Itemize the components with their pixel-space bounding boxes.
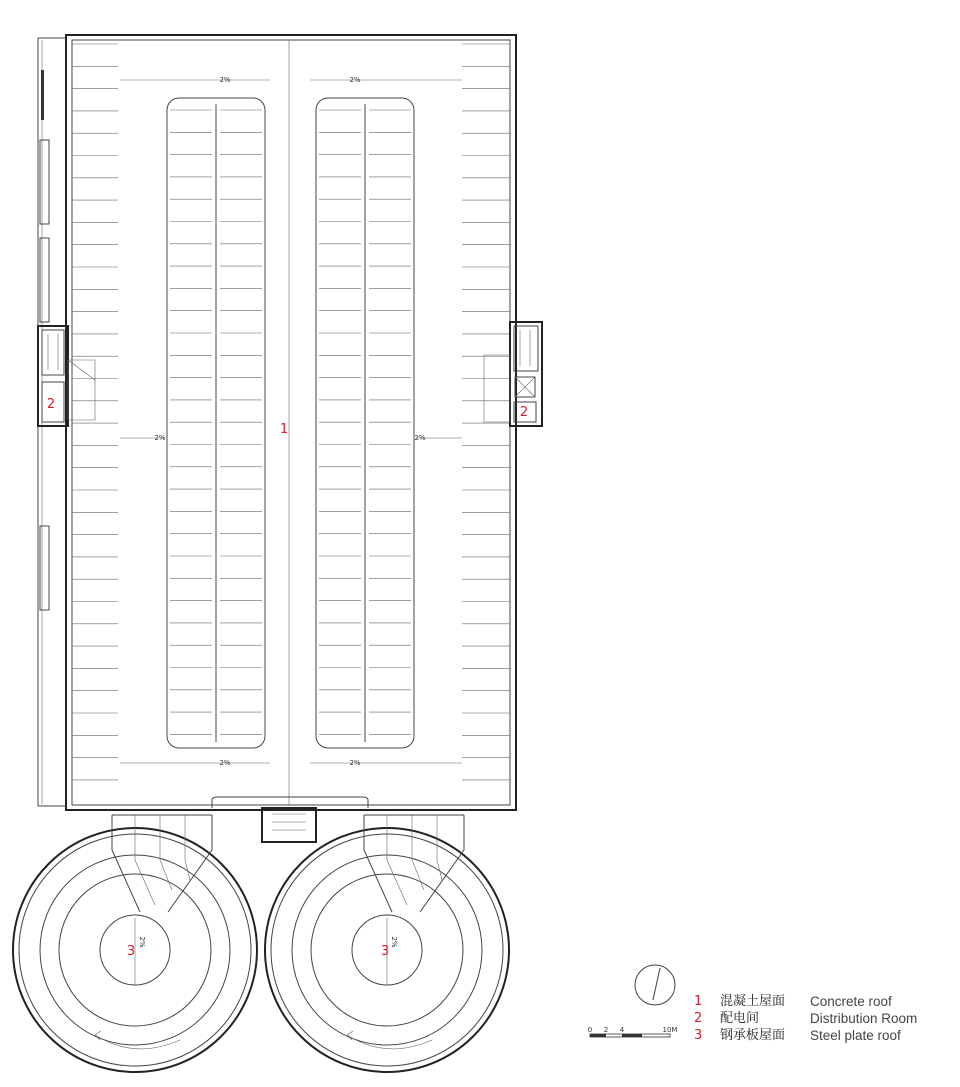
legend bbox=[694, 993, 917, 1044]
ramp-slope-right: 2% bbox=[390, 936, 398, 948]
legend-row bbox=[694, 1027, 917, 1044]
building-outline bbox=[38, 35, 516, 810]
slope-label-mid-left: 2% bbox=[154, 434, 166, 442]
slope-label-bottom-right: 2% bbox=[349, 759, 361, 767]
scale-tick-2: 2 bbox=[603, 1026, 609, 1034]
north-arrow-icon bbox=[635, 965, 675, 1005]
marker-main-roof: 1 bbox=[279, 422, 289, 437]
marker-room-left: 2 bbox=[46, 397, 56, 412]
slope-label-top-left: 2% bbox=[219, 76, 231, 84]
right-stair-core bbox=[484, 322, 542, 426]
slope-arrows bbox=[120, 76, 462, 767]
legend-number: 1 bbox=[694, 994, 703, 1009]
legend-label-en: Distribution Room bbox=[810, 1011, 918, 1026]
legend-number: 2 bbox=[694, 1011, 703, 1026]
legend-label-zh: 混凝土屋面 bbox=[720, 994, 786, 1009]
legend-label-zh: 配电间 bbox=[720, 1011, 760, 1026]
legend-number: 3 bbox=[694, 1028, 703, 1043]
parking-islands bbox=[167, 98, 414, 748]
scale-tick-10: 10M bbox=[662, 1026, 678, 1034]
legend-label-zh: 钢承板屋面 bbox=[720, 1028, 786, 1043]
legend-row bbox=[694, 1010, 917, 1027]
slope-label-top-right: 2% bbox=[349, 76, 361, 84]
parking-stalls bbox=[72, 44, 510, 780]
marker-room-right: 2 bbox=[519, 405, 529, 420]
legend-label-en: Steel plate roof bbox=[810, 1028, 901, 1043]
legend-label-en: Concrete roof bbox=[810, 994, 892, 1009]
legend-row bbox=[694, 993, 917, 1010]
marker-ramp-right: 3 bbox=[380, 944, 390, 959]
left-facade-windows bbox=[40, 70, 49, 610]
slope-label-mid-right: 2% bbox=[414, 434, 426, 442]
scale-bar bbox=[588, 1026, 678, 1037]
slope-label-bottom-left: 2% bbox=[219, 759, 231, 767]
scale-tick-0: 0 bbox=[587, 1026, 593, 1034]
scale-tick-4: 4 bbox=[619, 1026, 625, 1034]
ramp-slope-left: 2% bbox=[138, 936, 146, 948]
marker-ramp-left: 3 bbox=[126, 944, 136, 959]
